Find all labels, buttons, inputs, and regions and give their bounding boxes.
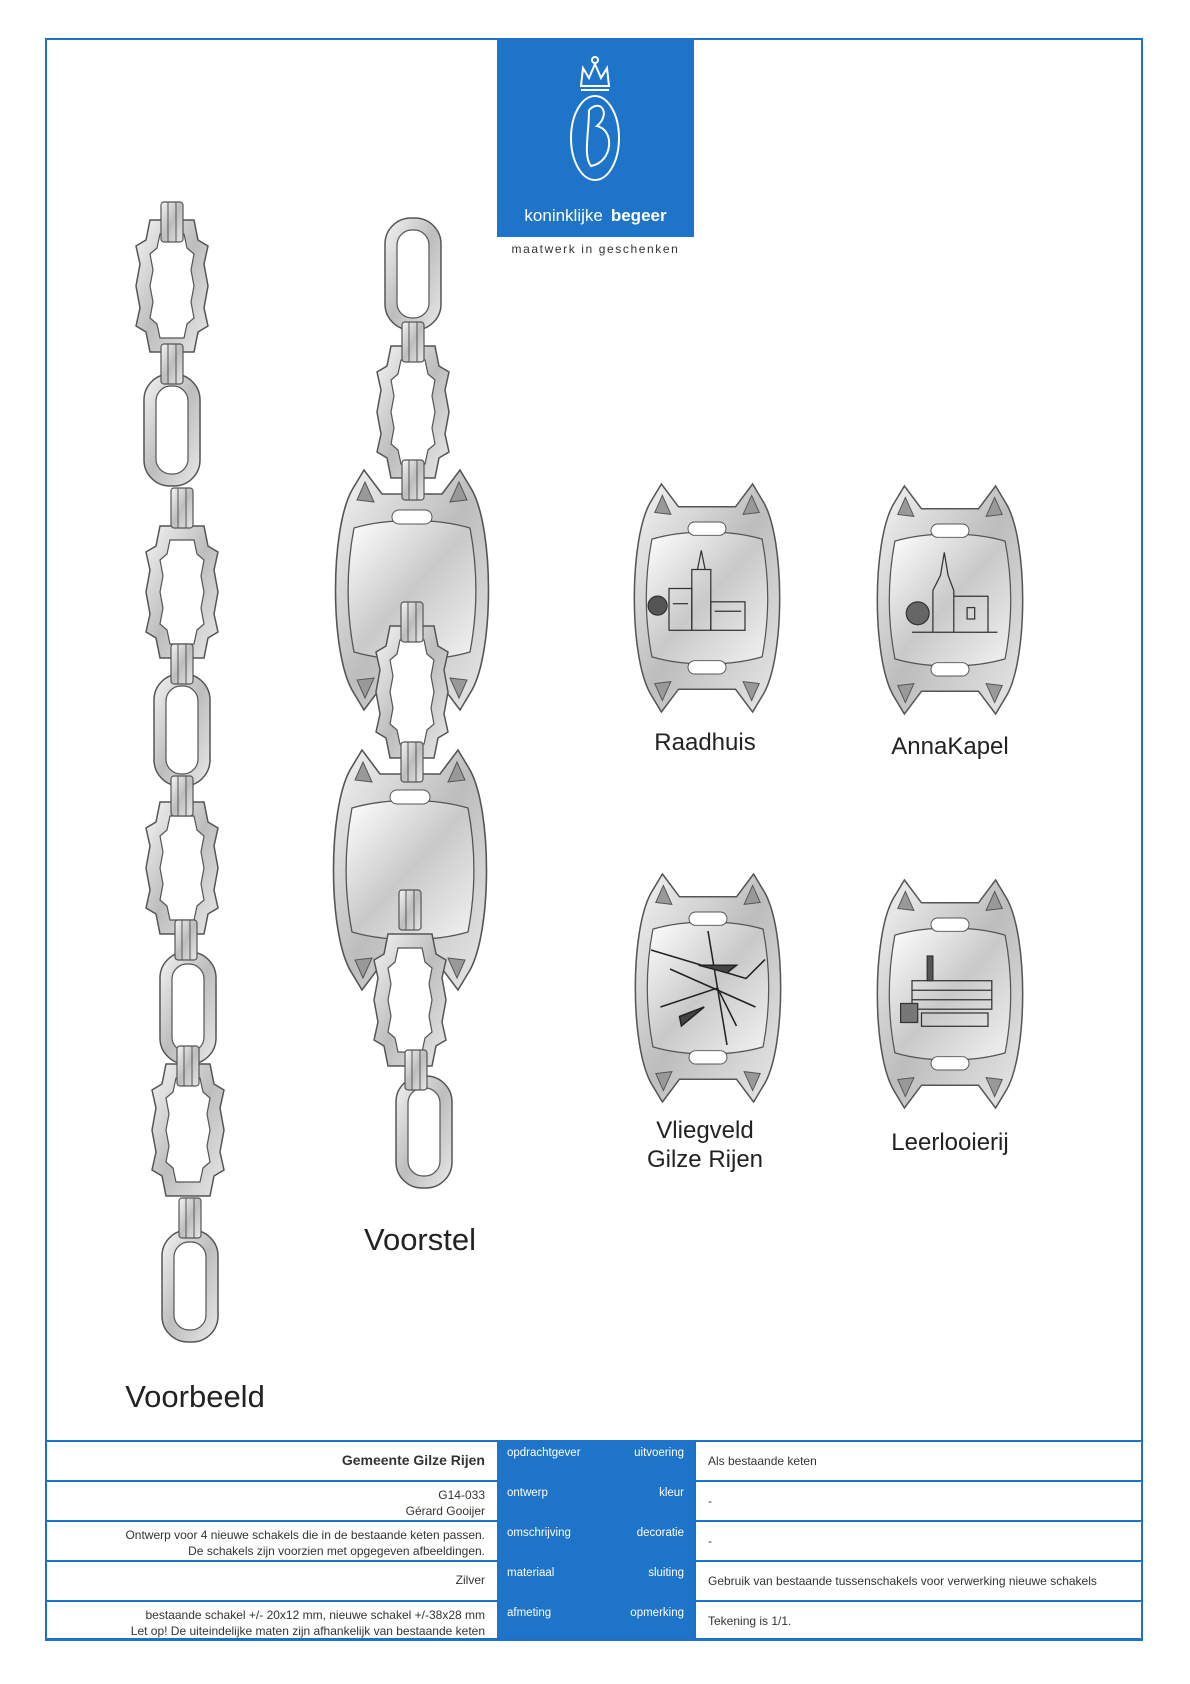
execution-value: Als bestaande keten (694, 1442, 1143, 1480)
row-label-right: sluiting (648, 1567, 684, 1579)
voorbeeld-chain (136, 202, 224, 1342)
table-row (45, 1600, 1143, 1640)
dimension-line1: bestaande schakel +/- 20x12 mm, nieuwe schakel +/-38x28 mm (145, 1608, 485, 1622)
table-row (45, 1480, 1143, 1520)
brand-name-light: koninklijke (524, 206, 603, 225)
row-label-left: opdrachtgever (507, 1447, 581, 1459)
link-vliegveld (635, 874, 780, 1102)
link-annakapel (877, 486, 1022, 714)
color-value: - (694, 1482, 1143, 1520)
brand-tagline: maatwerk in geschenken (511, 242, 680, 256)
row-label-left: omschrijving (507, 1527, 571, 1539)
client-value: Gemeente Gilze Rijen (341, 1452, 485, 1468)
label-annakapel: AnnaKapel (891, 733, 1009, 760)
table-row (45, 1520, 1143, 1560)
row-label-left: ontwerp (507, 1487, 548, 1499)
closure-value: Gebruik van bestaande tussenschakels voor verwerking nieuwe schakels (694, 1562, 1143, 1600)
table-row (45, 1440, 1143, 1480)
link-leerlooierij (877, 880, 1022, 1108)
design-code: G14-033 (438, 1488, 485, 1502)
description-line1: Ontwerp voor 4 nieuwe schakels die in de bestaande keten passen. (125, 1528, 485, 1542)
row-label-right: decoratie (636, 1527, 684, 1539)
decoration-value: - (694, 1522, 1143, 1560)
remark-value: Tekening is 1/1. (694, 1602, 1143, 1638)
material-value: Zilver (455, 1573, 485, 1587)
designer-name: Gérard Gooijer (405, 1504, 485, 1518)
link-raadhuis (634, 484, 779, 712)
label-vliegveld-line2: Gilze Rijen (646, 1146, 764, 1173)
voorstel-chain (334, 218, 489, 1188)
dimension-line2: Let op! De uiteindelijke maten zijn afhankelijk van bestaande keten (130, 1624, 485, 1638)
label-leerlooierij: Leerlooierij (891, 1129, 1009, 1156)
row-label-right: opmerking (630, 1607, 684, 1619)
row-label-right: uitvoering (634, 1447, 684, 1459)
table-row (45, 1560, 1143, 1600)
label-vliegveld (630, 1116, 780, 1174)
row-label-left: materiaal (507, 1567, 555, 1579)
label-voorstel: Voorstel (363, 1222, 476, 1257)
label-raadhuis: Raadhuis (654, 729, 756, 756)
brand-name-bold: begeer (610, 206, 667, 225)
label-vliegveld-line1: Vliegveld (656, 1117, 754, 1144)
row-label-left: afmeting (507, 1607, 552, 1619)
description-line2: De schakels zijn voorzien met opgegeven afbeeldingen. (188, 1544, 485, 1558)
label-voorbeeld: Voorbeeld (125, 1379, 265, 1414)
row-label-right: kleur (659, 1487, 684, 1499)
